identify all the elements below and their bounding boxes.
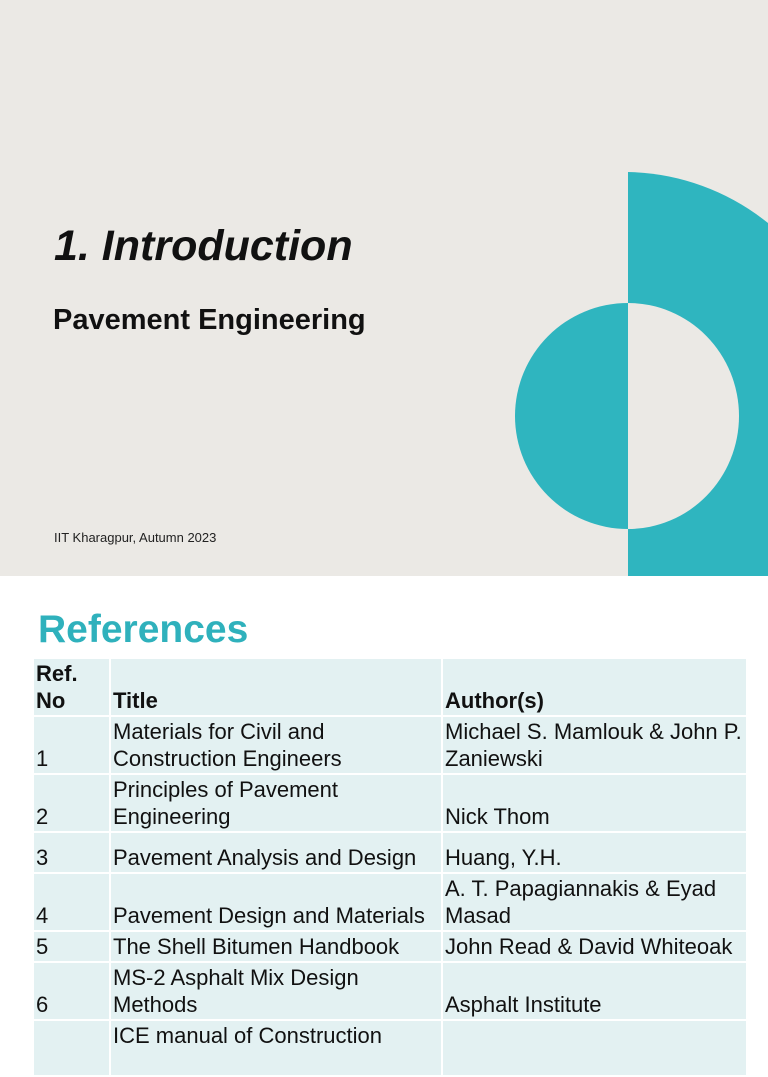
ref-no-cell: 3 <box>33 832 110 873</box>
ref-no-cell <box>33 1020 110 1076</box>
ref-no-cell: 5 <box>33 931 110 962</box>
table-row <box>33 716 747 774</box>
title-cell: The Shell Bitumen Handbook <box>110 931 442 962</box>
ref-no-cell: 4 <box>33 873 110 931</box>
table-row <box>33 873 747 931</box>
references-title: References <box>38 608 249 651</box>
header-ref-no: Ref. No <box>33 658 110 716</box>
header-authors: Author(s) <box>442 658 747 716</box>
title-cell: Pavement Analysis and Design <box>110 832 442 873</box>
table-row <box>33 1020 747 1076</box>
author-cell: Asphalt Institute <box>442 962 747 1020</box>
author-cell: Michael S. Mamlouk & John P. Zaniewski <box>442 716 747 774</box>
title-cell: Materials for Civil and Construction Engineers <box>110 716 442 774</box>
title-cell: Pavement Design and Materials <box>110 873 442 931</box>
table-row <box>33 832 747 873</box>
ref-no-cell: 1 <box>33 716 110 774</box>
title-cell: Principles of Pavement Engineering <box>110 774 442 832</box>
header-title: Title <box>110 658 442 716</box>
table-row <box>33 962 747 1020</box>
slide-subtitle: Pavement Engineering <box>53 304 366 336</box>
table-header-row <box>33 658 747 716</box>
title-cell: MS-2 Asphalt Mix Design Methods <box>110 962 442 1020</box>
references-table <box>32 657 748 1077</box>
ref-no-cell: 2 <box>33 774 110 832</box>
author-cell: A. T. Papagiannakis & Eyad Masad <box>442 873 747 931</box>
author-cell: Huang, Y.H. <box>442 832 747 873</box>
title-cell: ICE manual of Construction <box>110 1020 442 1076</box>
references-slide <box>0 576 768 1048</box>
ref-no-cell: 6 <box>33 962 110 1020</box>
half-circle-left-shape <box>515 303 628 529</box>
slide-footer: IIT Kharagpur, Autumn 2023 <box>54 530 217 545</box>
author-cell: John Read & David Whiteoak <box>442 931 747 962</box>
author-cell <box>442 1020 747 1076</box>
table-row <box>33 931 747 962</box>
slide-title: 1. Introduction <box>54 222 353 270</box>
author-cell: Nick Thom <box>442 774 747 832</box>
table-row <box>33 774 747 832</box>
